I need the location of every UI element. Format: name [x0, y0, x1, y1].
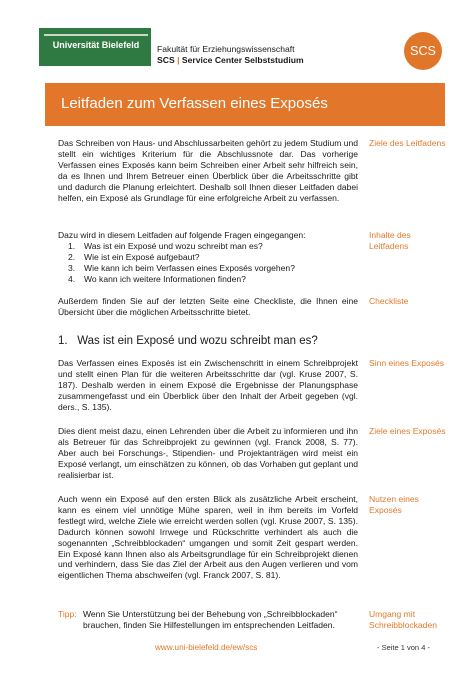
faculty-name: Fakultät für Erziehungswissenschaft — [157, 44, 295, 54]
margin-note-contents: Inhalte des Leitfadens — [369, 230, 411, 251]
page-number: - Seite 1 von 4 - — [377, 643, 430, 652]
checklist-paragraph: Außerdem finden Sie auf der letzten Seite eine Checkliste, die Ihnen eine Übersicht über die möglichen Arbeitsschritte bietet. — [58, 296, 358, 317]
benefits-paragraph: Auch wenn ein Exposé auf den ersten Blick als zusätzliche Arbeit erscheint, kann es einem viel unnötige Mühe sparen, weil in ihm bereits im Vorfeld festlegt wird, welche Ziele wie erreicht werden sollen (vgl. Kruse 2007, S. 135). Dadurch können sowohl Irrwege und Rückschritte verhindert als auch die sogenannten „Schreibblockaden“ umgangen und somit Zeit gespart werden. Ein Exposé kann Ihnen also als Arbeitsgrundlage für ein Schreibprojekt dienen und verhindern, dass Sie das Ziel der Arbeit aus den Augen verlieren und vom eigentlichen Thema abschweifen (vgl. Franck 2007, S. 81). — [58, 494, 358, 581]
scs-abbr: SCS — [157, 55, 175, 65]
list-number: 1. — [68, 240, 76, 251]
scs-separator: | — [177, 55, 180, 65]
goals-paragraph: Dies dient meist dazu, einen Lehrenden über die Arbeit zu informieren und ihn als Betreuer für das Schreibprojekt zu gewinnen (vgl. Franck 2008, S. 77). Aber auch bei Forschungs-, Stipendien- und Projektanträgen wird meist ein Exposé verlangt, um einschätzen zu können, ob das Vorhaben gut geplant und realisierbar ist. — [58, 426, 358, 480]
margin-note-purpose: Sinn eines Exposés — [369, 358, 445, 368]
list-text: Wie ist ein Exposé aufgebaut? — [84, 251, 200, 262]
page-title: Leitfaden zum Verfassen eines Exposés — [61, 95, 328, 112]
margin-note-exposé-goals: Ziele eines Exposés — [369, 426, 446, 436]
purpose-paragraph: Das Verfassen eines Exposés ist ein Zwischenschritt in einem Schreibprojekt und stellt einen Plan für die weiteren Arbeitsschritte dar (vgl. Kruse 2007, S. 187). Deshalb werden in einem Exposé die Ergebnisse der Planungsphase zusammengefasst und ein Überblick über den Inhalt der Arbeit gegeben (vgl. ders., S. 135). — [58, 358, 358, 412]
section-heading — [58, 335, 318, 347]
heading-text: Was ist ein Exposé und wozu schreibt man es? — [77, 335, 318, 347]
list-text: Was ist ein Exposé und wozu schreibt man es? — [84, 240, 263, 251]
heading-number: 1. — [58, 335, 68, 347]
intro-paragraph: Das Schreiben von Haus- und Abschlussarbeiten gehört zu jedem Studium und stellt ein wichtiges Kriterium für die Abschlussnote dar. Das vorherige Verfassen eines Exposés kann beim Schreiben einer Arbeit sehr hilfreich sein, da es Ihnen und Ihrem Betreuer einen Überblick über die Arbeitsschritte gibt und dadurch die Planung erleichtert. Deshalb soll Ihnen dieser Leitfaden dabei helfen, ein Exposé als Grundlage für eine erfolgreiche Arbeit zu verfassen. — [58, 138, 358, 203]
service-center-line — [157, 55, 304, 65]
list-item — [58, 274, 358, 285]
scs-badge: SCS — [404, 32, 442, 70]
logo-text: Universität Bielefeld — [52, 40, 140, 50]
list-item — [58, 252, 358, 263]
logo-divider — [44, 34, 148, 36]
margin-note-goals: Ziele des Leitfadens — [369, 138, 446, 148]
list-number: 2. — [68, 251, 76, 262]
list-text: Wie kann ich beim Verfassen eines Exposés vorgehen? — [84, 262, 295, 273]
list-item — [58, 263, 358, 274]
tip-label: Tipp: — [58, 609, 77, 619]
question-list — [58, 241, 358, 285]
list-number: 3. — [68, 262, 76, 273]
list-text: Wo kann ich weitere Informationen finden? — [84, 273, 246, 284]
margin-note-benefits: Nutzen eines Exposés — [369, 494, 419, 515]
scs-name: Service Center Selbststudium — [181, 55, 304, 65]
list-number: 4. — [68, 273, 76, 284]
margin-note-checklist: Checkliste — [369, 296, 409, 306]
contents-lead: Dazu wird in diesem Leitfaden auf folgende Fragen eingegangen: — [58, 230, 306, 240]
list-item — [58, 241, 358, 252]
contents-block — [58, 230, 358, 285]
footer-link[interactable]: www.uni-bielefeld.de/ew/scs — [155, 643, 258, 652]
margin-note-blockades: Umgang mit Schreibblockaden — [369, 609, 437, 630]
tip-text: Wenn Sie Unterstützung bei der Behebung von „Schreibblockaden“ brauchen, finden Sie Hilfestellungen im entsprechenden Leitfaden. — [83, 609, 338, 630]
